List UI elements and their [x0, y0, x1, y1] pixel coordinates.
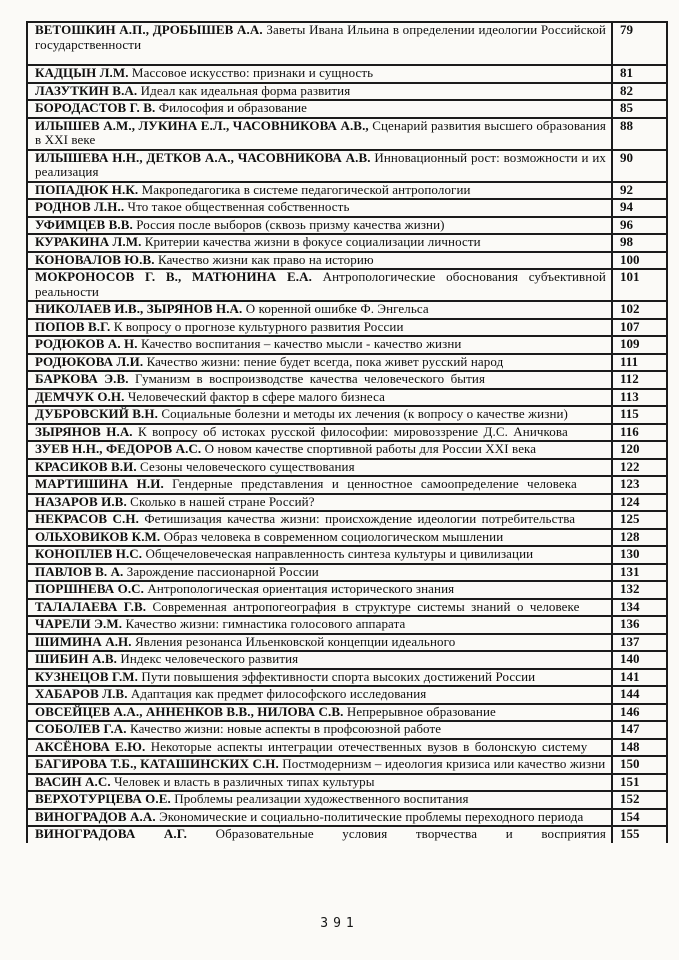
entry-page-number: 154 [612, 809, 667, 827]
entry-title: Критерии качества жизни в фокусе социализации личности [144, 234, 481, 249]
entry-page-number: 136 [612, 616, 667, 634]
entry-cell [27, 319, 612, 337]
entry-page-number: 130 [612, 546, 667, 564]
entry-authors: БАГИРОВА Т.Б., КАТАШИНСКИХ С.Н. [35, 756, 279, 771]
entry-authors: РОДЮКОВА Л.И. [35, 353, 144, 369]
entry-cell [27, 634, 612, 652]
entry-authors: ЛАЗУТКИН В.А. [35, 82, 138, 98]
table-row [27, 424, 667, 442]
entry-authors: ПОРШНЕВА О.С. [35, 581, 145, 596]
entry-authors: ДЕМЧУК О.Н. [35, 388, 125, 404]
entry-cell [27, 826, 612, 843]
entry-cell [27, 476, 612, 494]
entry-title: Человеческий фактор в сфере малого бизнеса [127, 388, 385, 404]
table-row [27, 389, 667, 407]
entry-cell [27, 511, 612, 529]
entry-page-number: 112 [612, 371, 667, 389]
entry-title: Постмодернизм – идеология кризиса или качество жизни [282, 756, 606, 771]
entry-title: Что такое общественная собственность [127, 199, 350, 214]
entry-cell [27, 704, 612, 722]
entry-authors: КОНОВАЛОВ Ю.В. [35, 251, 155, 267]
table-row [27, 441, 667, 459]
entry-cell [27, 199, 612, 217]
table-row [27, 634, 667, 652]
entry-title: Антропологические обоснования субъективной реальности [35, 269, 606, 299]
entry-authors: ВЕРХОТУРЦЕВА О.Е. [35, 791, 171, 806]
entry-title: Макропедагогика в системе педагогической антропологии [141, 181, 471, 197]
entry-title: Заветы Ивана Ильина в определении идеологии Российской государственности [35, 22, 606, 52]
entry-authors: УФИМЦЕВ В.В. [35, 216, 133, 232]
entry-cell [27, 182, 612, 200]
entry-page-number: 141 [612, 669, 667, 687]
entry-page-number: 92 [612, 182, 667, 200]
entry-page-number: 115 [612, 406, 667, 424]
entry-title: Качество жизни: гимнастика голосового аппарата [125, 616, 406, 631]
table-row [27, 336, 667, 354]
entry-authors: СОБОЛЕВ Г.А. [35, 721, 127, 736]
entry-page-number: 152 [612, 791, 667, 809]
entry-title: Зарождение пассионарной России [126, 563, 319, 579]
table-row [27, 581, 667, 599]
table-row [27, 494, 667, 512]
entry-authors: ЗУЕВ Н.Н., ФЕДОРОВ А.С. [35, 441, 202, 456]
table-row [27, 269, 667, 301]
table-row [27, 791, 667, 809]
entry-authors: ВИНОГРАДОВА А.Г. [35, 826, 188, 841]
entry-cell [27, 494, 612, 512]
entry-page-number: 96 [612, 217, 667, 235]
table-row [27, 704, 667, 722]
table-row [27, 319, 667, 337]
table-row [27, 118, 667, 150]
entry-page-number: 101 [612, 269, 667, 301]
entry-cell [27, 564, 612, 582]
entry-authors: БАРКОВА Э.В. [35, 371, 129, 386]
entry-page-number: 107 [612, 319, 667, 337]
entry-authors: ИЛЫШЕВ А.М., ЛУКИНА Е.Л., ЧАСОВНИКОВА А.В., [35, 117, 369, 133]
entry-cell [27, 669, 612, 687]
entry-title: Россия после выборов (сквозь призму качества жизни) [136, 216, 445, 232]
entry-title: Фетишизация качества жизни: происхождение идеологии потребительства [144, 511, 576, 526]
entry-authors: ШИМИНА А.Н. [35, 633, 132, 649]
entry-title: Антропологическая ориентация исторического знания [147, 581, 455, 596]
entry-cell [27, 83, 612, 101]
entry-cell [27, 774, 612, 792]
entry-page-number: 123 [612, 476, 667, 494]
entry-page-number: 134 [612, 599, 667, 617]
table-row [27, 459, 667, 477]
table-row [27, 511, 667, 529]
entry-authors: ХАБАРОВ Л.В. [35, 686, 128, 701]
entry-cell [27, 252, 612, 270]
entry-cell [27, 217, 612, 235]
entry-page-number: 109 [612, 336, 667, 354]
entry-cell [27, 234, 612, 252]
entry-authors: ПАВЛОВ В. А. [35, 563, 124, 579]
entry-title: Индекс человеческого развития [120, 651, 299, 666]
table-row [27, 150, 667, 182]
entry-page-number: 100 [612, 252, 667, 270]
entry-page-number: 137 [612, 634, 667, 652]
table-row [27, 234, 667, 252]
entry-page-number: 155 [612, 826, 667, 843]
entry-authors: МАРТИШИНА Н.И. [35, 476, 164, 491]
entry-cell [27, 616, 612, 634]
table-row [27, 83, 667, 101]
entry-page-number: 94 [612, 199, 667, 217]
entry-title: Качество воспитания – качество мысли - качество жизни [140, 336, 462, 351]
entry-title: Образ человека в современном социологическом мышлении [163, 528, 504, 544]
table-row [27, 100, 667, 118]
entry-title: Качество жизни: пение будет всегда, пока живет русский народ [146, 353, 504, 369]
entry-cell [27, 441, 612, 459]
table-row [27, 217, 667, 235]
table-row [27, 616, 667, 634]
entry-cell [27, 118, 612, 150]
table-row [27, 22, 667, 65]
entry-page-number: 113 [612, 389, 667, 407]
entry-title: Непрерывное образование [346, 703, 496, 719]
entry-authors: ОЛЬХОВИКОВ К.М. [35, 528, 161, 544]
entry-title: Философия и образование [158, 100, 308, 115]
entry-cell [27, 100, 612, 118]
entry-authors: БОРОДАСТОВ Г. В. [35, 100, 156, 115]
table-row [27, 756, 667, 774]
table-row [27, 199, 667, 217]
entry-page-number: 124 [612, 494, 667, 512]
entry-cell [27, 65, 612, 83]
table-row [27, 651, 667, 669]
entry-title: Массовое искусство: признаки и сущность [131, 65, 374, 80]
entry-page-number: 122 [612, 459, 667, 477]
toc-table-body [27, 22, 667, 843]
entry-authors: ЧАРЕЛИ Э.М. [35, 616, 123, 631]
entry-authors: ОВСЕЙЦЕВ А.А., АННЕНКОВ В.В., НИЛОВА С.В. [35, 703, 344, 719]
entry-page-number: 140 [612, 651, 667, 669]
entry-page-number: 90 [612, 150, 667, 182]
entry-page-number: 81 [612, 65, 667, 83]
entry-cell [27, 354, 612, 372]
entry-cell [27, 529, 612, 547]
entry-cell [27, 599, 612, 617]
entry-cell [27, 459, 612, 477]
entry-cell [27, 651, 612, 669]
table-row [27, 774, 667, 792]
entry-page-number: 146 [612, 704, 667, 722]
page-number-footer: 391 [320, 916, 359, 931]
entry-cell [27, 424, 612, 442]
entry-cell [27, 150, 612, 182]
entry-authors: НЕКРАСОВ С.Н. [35, 511, 139, 526]
table-row [27, 721, 667, 739]
table-row [27, 301, 667, 319]
entry-page-number: 88 [612, 118, 667, 150]
entry-page-number: 150 [612, 756, 667, 774]
entry-authors: ВАСИН А.С. [35, 773, 111, 789]
entry-title: Образовательные условия творчества и восприятия [215, 826, 606, 841]
entry-cell [27, 809, 612, 827]
entry-authors: КУРАКИНА Л.М. [35, 234, 142, 249]
entry-cell [27, 22, 612, 65]
entry-title: Качество жизни как право на историю [157, 251, 374, 267]
entry-cell [27, 686, 612, 704]
table-row [27, 669, 667, 687]
entry-title: Социальные болезни и методы их лечения (к вопросу о качестве жизни) [161, 406, 568, 421]
entry-authors: ВЕТОШКИН А.П., ДРОБЫШЕВ А.А. [35, 22, 263, 37]
table-row [27, 686, 667, 704]
entry-cell [27, 389, 612, 407]
entry-title: Экономические и социально-политические проблемы переходного периода [159, 808, 584, 824]
entry-page-number: 144 [612, 686, 667, 704]
entry-title: К вопросу об истоках русской философии: мировоззрение Д.С. Аничкова [138, 423, 568, 439]
entry-cell [27, 371, 612, 389]
entry-title: О коренной ошибке Ф. Энгельса [245, 301, 429, 316]
entry-authors: ТАЛАЛАЕВА Г.В. [35, 598, 147, 614]
entry-page-number: 120 [612, 441, 667, 459]
entry-page-number: 116 [612, 424, 667, 442]
entry-title: Сценарий развития высшего образования в XXI веке [35, 117, 606, 147]
entry-title: Сколько в нашей стране Россий? [130, 493, 315, 509]
table-row [27, 546, 667, 564]
table-row [27, 354, 667, 372]
entry-page-number: 102 [612, 301, 667, 319]
entry-authors: РОДНОВ Л.Н.. [35, 199, 125, 214]
toc-table [26, 21, 668, 843]
entry-page-number: 82 [612, 83, 667, 101]
entry-page-number: 98 [612, 234, 667, 252]
entry-cell [27, 756, 612, 774]
entry-cell [27, 581, 612, 599]
entry-page-number: 151 [612, 774, 667, 792]
entry-page-number: 148 [612, 739, 667, 757]
entry-title: Явления резонанса Ильенковской концепции идеального [134, 633, 456, 649]
entry-page-number: 147 [612, 721, 667, 739]
table-row [27, 65, 667, 83]
table-row [27, 252, 667, 270]
entry-authors: ИЛЫШЕВА Н.Н., ДЕТКОВ А.А., ЧАСОВНИКОВА А.В. [35, 149, 371, 165]
entry-cell [27, 336, 612, 354]
entry-page-number: 111 [612, 354, 667, 372]
entry-title: Пути повышения эффективности спорта высоких достижений России [141, 668, 536, 684]
table-row [27, 476, 667, 494]
entry-authors: ПОПАДЮК Н.К. [35, 181, 139, 197]
entry-authors: КРАСИКОВ В.И. [35, 458, 137, 474]
entry-authors: РОДЮКОВ А. Н. [35, 336, 138, 351]
entry-authors: ДУБРОВСКИЙ В.Н. [35, 406, 158, 421]
entry-cell [27, 546, 612, 564]
table-row [27, 564, 667, 582]
entry-authors: НИКОЛАЕВ И.В., ЗЫРЯНОВ Н.А. [35, 301, 243, 316]
entry-title: Проблемы реализации художественного воспитания [174, 791, 469, 806]
entry-title: О новом качестве спортивной работы для России XXI века [204, 441, 537, 456]
entry-cell [27, 739, 612, 757]
entry-authors: КАДЦЫН Л.М. [35, 65, 129, 80]
entry-cell [27, 406, 612, 424]
table-row [27, 371, 667, 389]
entry-cell [27, 721, 612, 739]
entry-authors: АКСЁНОВА Е.Ю. [35, 738, 146, 754]
entry-page-number: 125 [612, 511, 667, 529]
entry-authors: ПОПОВ В.Г. [35, 318, 111, 334]
entry-title: Гендерные представления и ценностное самоопределение человека [172, 476, 577, 491]
entry-authors: ЗЫРЯНОВ Н.А. [35, 423, 133, 439]
entry-title: Инновационный рост: возможности и их реализация [35, 149, 606, 179]
entry-title: К вопросу о прогнозе культурного развития России [113, 318, 404, 334]
entry-title: Сезоны человеческого существования [140, 458, 355, 474]
entry-authors: МОКРОНОСОВ Г. В., МАТЮНИНА Е.А. [35, 269, 312, 284]
entry-authors: ВИНОГРАДОВ А.А. [35, 808, 156, 824]
table-row [27, 739, 667, 757]
entry-title: Некоторые аспекты интеграции отечественных вузов в болонскую систему [150, 738, 588, 754]
entry-page-number: 131 [612, 564, 667, 582]
entry-cell [27, 301, 612, 319]
table-row [27, 182, 667, 200]
entry-title: Идеал как идеальная форма развития [140, 82, 351, 98]
entry-cell [27, 269, 612, 301]
entry-page-number: 132 [612, 581, 667, 599]
entry-authors: ШИБИН А.В. [35, 651, 118, 666]
entry-title: Человек и власть в различных типах культуры [114, 773, 375, 789]
entry-title: Гуманизм в воспроизводстве качества человеческого бытия [135, 371, 486, 386]
entry-page-number: 128 [612, 529, 667, 547]
entry-page-number: 85 [612, 100, 667, 118]
table-row [27, 599, 667, 617]
entry-authors: НАЗАРОВ И.В. [35, 493, 127, 509]
entry-title: Общечеловеческая направленность синтеза культуры и цивилизации [145, 546, 534, 561]
table-row [27, 529, 667, 547]
entry-authors: КОНОПЛЕВ Н.С. [35, 546, 143, 561]
entry-title: Качество жизни: новые аспекты в профсоюзной работе [130, 721, 442, 736]
table-row [27, 809, 667, 827]
entry-title: Современная антропогеография в структуре системы знаний о человеке [152, 598, 580, 614]
table-row [27, 406, 667, 424]
entry-page-number: 79 [612, 22, 667, 65]
entry-title: Адаптация как предмет философского исследования [130, 686, 427, 701]
entry-authors: КУЗНЕЦОВ Г.М. [35, 668, 139, 684]
entry-cell [27, 791, 612, 809]
table-row [27, 826, 667, 843]
